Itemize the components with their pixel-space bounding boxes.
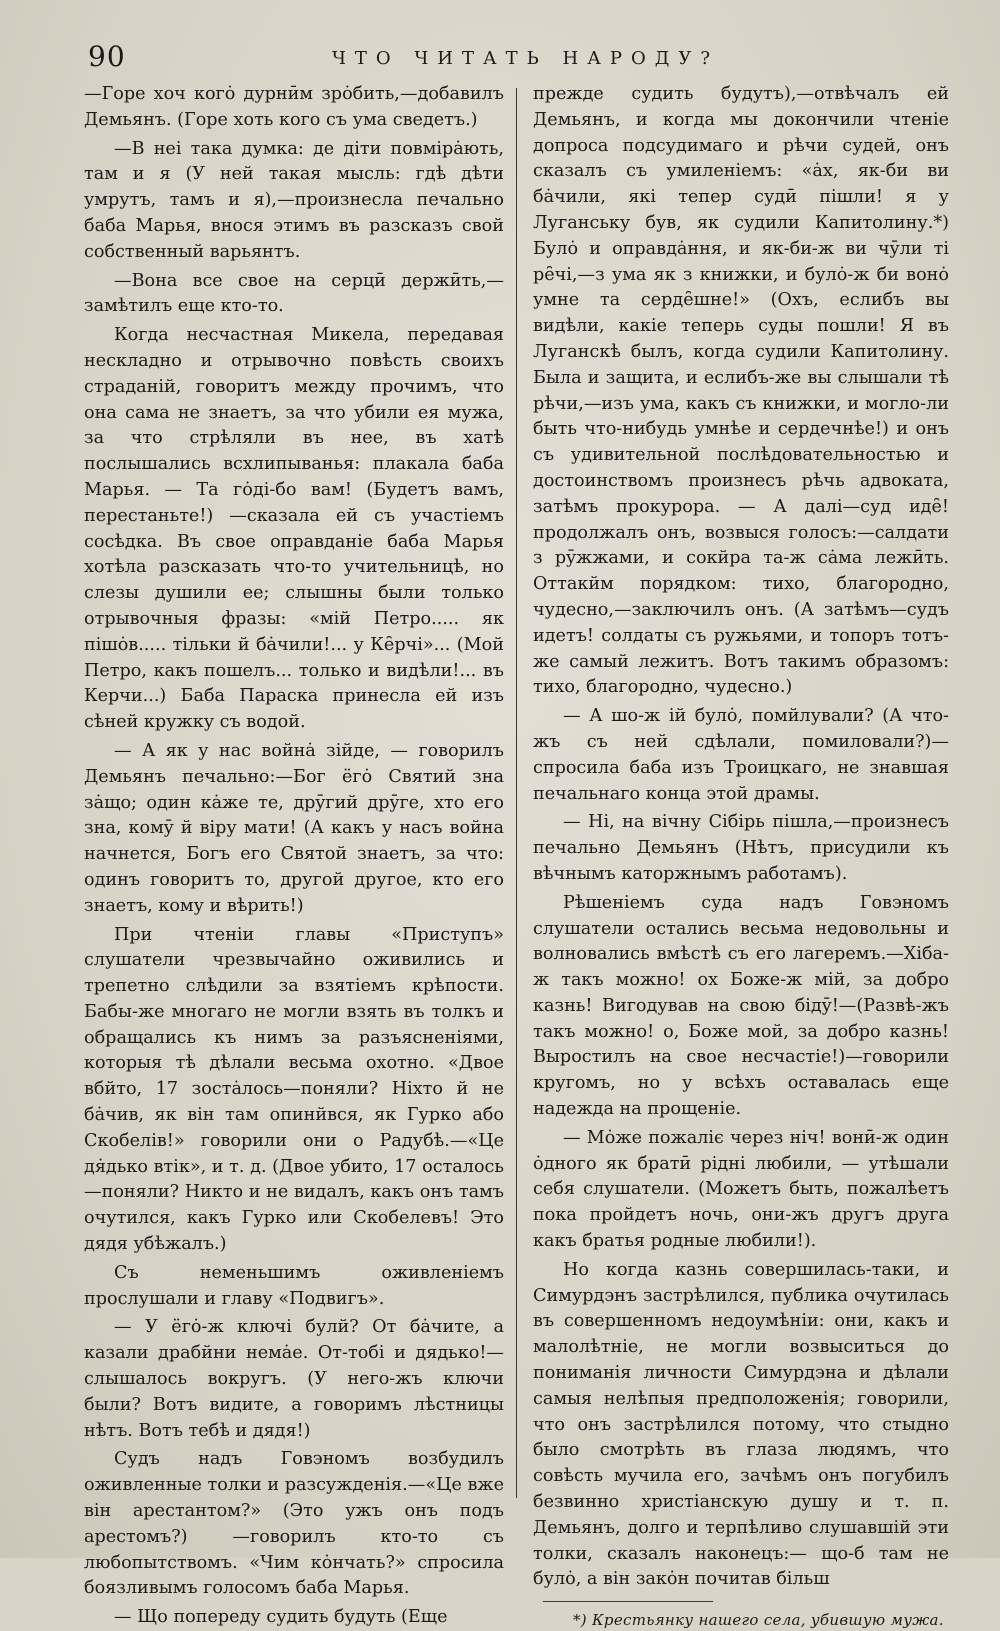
paragraph: —В неі така думка: де діти повмірȧють, там и я (У ней такая мысль: гдѣ дѣти умрутъ, тамъ и я),—произнесла печально баба Марья, внося этимъ въ разсказъ свой собственный варьянтъ. [84,138,504,262]
paragraph: — Мȯже пожаліє через ніч! вонӣ-ж один ȯдного як братӣ рідні любили, — утѣшали себя слушатели. (Можетъ быть, пожалѣетъ пока пройдетъ ночь, они-жъ другъ друга какъ братья родные любили!). [533,1127,949,1252]
paragraph: При чтеніи главы «Приступъ» слушатели чрезвычайно оживились и трепетно слѣдили за взятіемъ крѣпости. Бабы-же многаго не могли взять въ толкъ и обращались къ нимъ за разъясненіями, которыя тѣ дѣлали весьма охотно. «Двое вбйто, 17 зостȧлось—поняли? Ніхто й не бȧчив, як він там опинйвся, як Гурко або Скобелів!» говорили они о Радубѣ.—«Це дя̇дько втік», и т. д. (Двое убито, 17 осталось—поняли? Никто и не видалъ, какъ онъ тамъ очутился, какъ Гурко или Скобелевъ! Это дядя убѣжалъ.) [84,924,504,1255]
column-divider [516,88,517,1498]
page-header [84,34,958,82]
paragraph: — А як у нас войнȧ зійде, — говорилъ Демьянъ печально:—Бог ёгȯ Святий зна зȧщо; один кȧже те, дрȳгий дрȳге, хто его зна, комȳ й віру мати! (А какъ у насъ война начнется, Богъ его Святой знаетъ, за что: одинъ говоритъ то, другой другое, кто его знаетъ, кому и вѣрить!) [84,740,504,916]
paragraph: Когда несчастная Микела, передавая нескладно и отрывочно повѣсть своихъ страданій, говоритъ между прочимъ, что она сама не знаетъ, за что убили ея мужа, за что стрѣляли въ нее, въ хатѣ послышались всхлипыванья: плакала баба Марья. — Та гȯді-бо вам! (Будетъ вамъ, перестаньте!) —сказала ей съ участіемъ сосѣдка. Въ свое оправданіе баба Марья хотѣла разсказать что-то учительницѣ, но слезы душили ее; слышны были только отрывочныя фразы: «мій Петро..... як пішȯв..... тільки й бȧчили!... у Кȇрчі»... (Мой Петро, какъ пошелъ... только и видѣли!... въ Керчи...) Баба Параска принесла ей изъ сѣней кружку съ водой. [84,325,504,733]
paragraph: — Що попереду судить будуть (Еще [114,1607,448,1628]
paragraph: Рѣшеніемъ суда надъ Говэномъ слушатели остались весьма недовольны и волновались вмѣстѣ съ его лагеремъ.—Хіба-ж такъ можно! ох Боже-ж мій, за добро казнь! Вигодував на свою бідȳ!—(Развѣ-жъ такъ можно! о, Боже мой, за добро казнь! Выростилъ на свое несчастіе!)—говорили кругомъ, но у всѣхъ оставалась еще надежда на прощеніе. [533,892,949,1120]
running-title: ЧТО ЧИТАТЬ НАРОДУ? [332,48,719,69]
footnote-divider [543,1601,713,1602]
paragraph: — Ні, на вічну Сібірь пішла,—произнесъ печально Демьянъ (Нѣтъ, присудили къ вѣчнымъ каторжнымъ работамъ). [533,812,949,884]
paragraph: — У ёгȯ-ж ключі булй? От бȧчите, а казали драбйни немȧе. От-тобі и дядько!—слышалось вокругъ. (У него-жъ ключи были? Вотъ видите, а говоримъ лѣстницы нѣтъ. Вотъ тебѣ и дядя!) [84,1317,504,1441]
text-columns [84,82,958,1630]
left-column [84,82,510,1628]
paragraph: Но когда казнь совершилась-таки, и Симурдэнъ застрѣлился, публика очутилась въ совершенномъ недоумѣніи: они, какъ и малолѣтніе, не могли возвыситься до пониманія личности Симурдэна и дѣлали самыя нелѣпыя предположенія; говорили, что онъ застрѣлился потому, что стыдно было смотрѣть въ глаза людямъ, что совѣсть мучила его, зачѣмъ онъ погубилъ безвинно христіанскую душу и т. п. Демьянъ, долго и терпѣливо слушавшій эти толки, сказалъ наконецъ:— що-б там не булȯ, а він закȯн почитав більш [533,1259,949,1590]
footnote: *) Крестьянку нашего села, убившую мужа. [573,1611,944,1630]
paragraph: прежде судить будутъ),—отвѣчалъ ей Демьянъ, и когда мы докончили чтеніе допроса подсудимаго и рѣчи судей, онъ сказалъ съ умиленіемъ: «ȧх, як-би ви бȧчили, які тепер судӣ пішли! я у Луганську був, як судили Капитолину.*) Булȯ и оправдȧння, и як-би-ж ви чȳли ті рȇчі,—з ума як з книжки, и булȯ-ж би вонȯ умне та сердȇшне!» (Охъ, еслибъ вы видѣли, какіе теперь суды пошли! Я въ Луганскѣ былъ, когда судили Капитолину. Была и защита, и еслибъ-же вы слышали тѣ рѣчи,—изъ ума, какъ съ книжки, и могло-ли быть что-нибудь умнѣе и сердечнѣе!) и онъ съ удивительной послѣдовательностью и достоинствомъ произнесъ рѣчь адвоката, затѣмъ прокурора. — А далі—суд идȇ! продолжалъ онъ, возвыся голосъ:—салдати з рȳжжами, и сокйра та-ж сȧма лежӣть. Оттакйм порядком: тихо, благородно, чудесно,—заключилъ онъ. (А затѣмъ—судъ идетъ! солдаты съ ружьями, и топоръ тотъ-же самый лежитъ. Вотъ такимъ образомъ: тихо, благородно, чудесно.) [533,84,949,698]
paragraph: — А шо-ж ій булȯ, помйлували? (А что-жъ съ ней сдѣлали, помиловали?)—спросила баба изъ Троицкаго, не знавшая печальнаго конца этой драмы. [533,706,949,804]
paragraph: —Вона все свое на серцӣ держӣть,—замѣтилъ еще кто-то. [84,270,504,317]
right-column [523,82,949,1630]
paragraph: —Горе хоч когȯ дурнӣм зрȯбить,—добавилъ Демьянъ. (Горе хоть кого съ ума сведетъ.) [84,84,504,130]
page-number: 90 [88,40,126,73]
paragraph: Съ неменьшимъ оживленіемъ прослушали и главу «Подвигъ». [84,1262,504,1309]
paragraph: Судъ надъ Говэномъ возбудилъ оживленные толки и разсужденія.—«Це вже він арестантом?» (Это ужъ онъ подъ арестомъ?) —говорилъ кто-то съ любопытствомъ. «Чим кȯнчать?» спросила боязливымъ голосомъ баба Марья. [84,1449,504,1599]
